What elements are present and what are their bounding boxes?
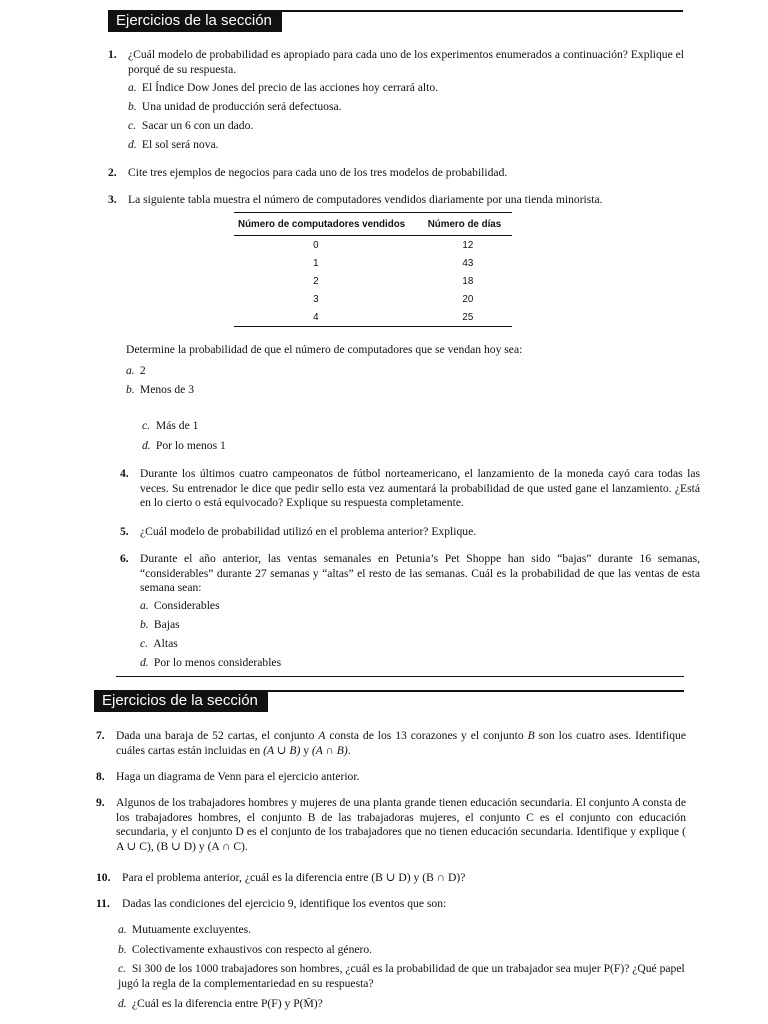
exercise-10: 10. Para el problema anterior, ¿cuál es la diferencia entre (B ∪ D) y (B ∩ D)? (96, 871, 466, 884)
computers-sold-table (234, 212, 512, 327)
column-header: Número de computadores vendidos (234, 213, 424, 236)
exercise-11: 11. Dadas las condiciones del ejercicio 9, identifique los eventos que son: (96, 897, 447, 910)
q6-item-b: b. Bajas (140, 618, 180, 631)
exercise-1 (108, 48, 684, 77)
exercise-6: 6. Durante el año anterior, las ventas semanales en Petunia’s Pet Shoppe han sido “bajas” durante 16 semanas, “considerables” durante 27 semanas y “altas” el resto de las semanas. Cuál es la probabilidad de que las ventas de esta semana sean: (120, 552, 700, 594)
q3-prompt: Determine la probabilidad de que el número de computadores que se vendan hoy sea: (126, 343, 523, 356)
table-row: 1 43 (313, 257, 474, 269)
q3-item-a: a. 2 (126, 364, 146, 377)
exercise-2: 2. Cite tres ejemplos de negocios para cada uno de los tres modelos de probabilidad. (108, 166, 508, 179)
table-row: 2 18 (313, 275, 474, 287)
exercise-3: 3. La siguiente tabla muestra el número de computadores vendidos diariamente por una tienda minorista. (108, 193, 603, 206)
table-row: 4 25 (234, 308, 512, 327)
q3-item-b: b. Menos de 3 (126, 383, 195, 396)
q11-item-b: b. Colectivamente exhaustivos con respecto al género. (118, 943, 373, 956)
q3-item-c: c. Más de 1 (142, 419, 199, 432)
q6-item-d: d. Por lo menos considerables (140, 656, 282, 669)
q11-item-d: d. ¿Cuál es la diferencia entre P(F) y P(M̄)? (118, 997, 323, 1010)
section-rule (116, 676, 684, 677)
section-header-1 (108, 10, 683, 32)
exercise-9: 9. Algunos de los trabajadores hombres y mujeres de una planta grande tienen educación secundaria. El conjunto A consta de los trabajadores hombres, el conjunto B de las trabajadoras mujeres, el conjunto C es el conjunto con educación secundaria, y el conjunto D es el conjunto de los trabajadores que no tienen educación secundaria. Identifique y explique ( A ∪ C), (B ∪ D) y (A ∩ C). (96, 796, 686, 853)
exercise-7: 7. Dada una baraja de 52 cartas, el conjunto A consta de los 13 corazones y el conjunto B son los cuatro ases. Identifique cuáles cartas están incluidas en (A ∪ B) y (A ∩ B). (96, 729, 686, 757)
table-row: 0 12 (313, 239, 474, 251)
exercise-text: ¿Cuál modelo de probabilidad es apropiado para cada uno de los experimentos enumerados a continuación? Explique el porqué de su respuesta. (128, 48, 684, 76)
q11-item-a: a. Mutuamente excluyentes. (118, 923, 252, 936)
q11-item-c: c. Si 300 de los 1000 trabajadores son hombres, ¿cuál es la probabilidad de que un trabajador sea mujer P(F)? ¿Qué papel jugó la regla de la complementariedad en su respuesta? (118, 962, 685, 990)
table-row: 3 20 (313, 293, 474, 305)
q3-item-d: d. Por lo menos 1 (142, 439, 226, 452)
q6-item-c: c. Altas (140, 637, 178, 650)
column-header: Número de días (424, 213, 512, 236)
section-title: Ejercicios de la sección (94, 690, 268, 712)
section-header-2 (94, 690, 684, 712)
q1-item-a: a. El Índice Dow Jones del precio de las acciones hoy cerrará alto. (128, 81, 439, 94)
q1-item-b: b. Una unidad de producción será defectuosa. (128, 100, 342, 113)
section-title: Ejercicios de la sección (108, 10, 282, 32)
q1-item-d: d. El sol será nova. (128, 138, 219, 151)
exercise-5: 5. ¿Cuál modelo de probabilidad utilizó en el problema anterior? Explique. (120, 525, 477, 538)
exercise-4: 4. Durante los últimos cuatro campeonatos de fútbol norteamericano, el lanzamiento de la moneda cayó cara todas las veces. Su entrenador le dice que pedir sello esta vez aumentará la probabilidad de que usted gane el lanzamiento. ¿Está en lo cierto o está equivocado? Explique su respuesta completamente. (120, 467, 700, 509)
exercise-8: 8. Haga un diagrama de Venn para el ejercicio anterior. (96, 770, 360, 783)
exercise-number: 1. (108, 48, 117, 61)
q6-item-a: a. Considerables (140, 599, 220, 612)
q1-item-c: c. Sacar un 6 con un dado. (128, 119, 254, 132)
